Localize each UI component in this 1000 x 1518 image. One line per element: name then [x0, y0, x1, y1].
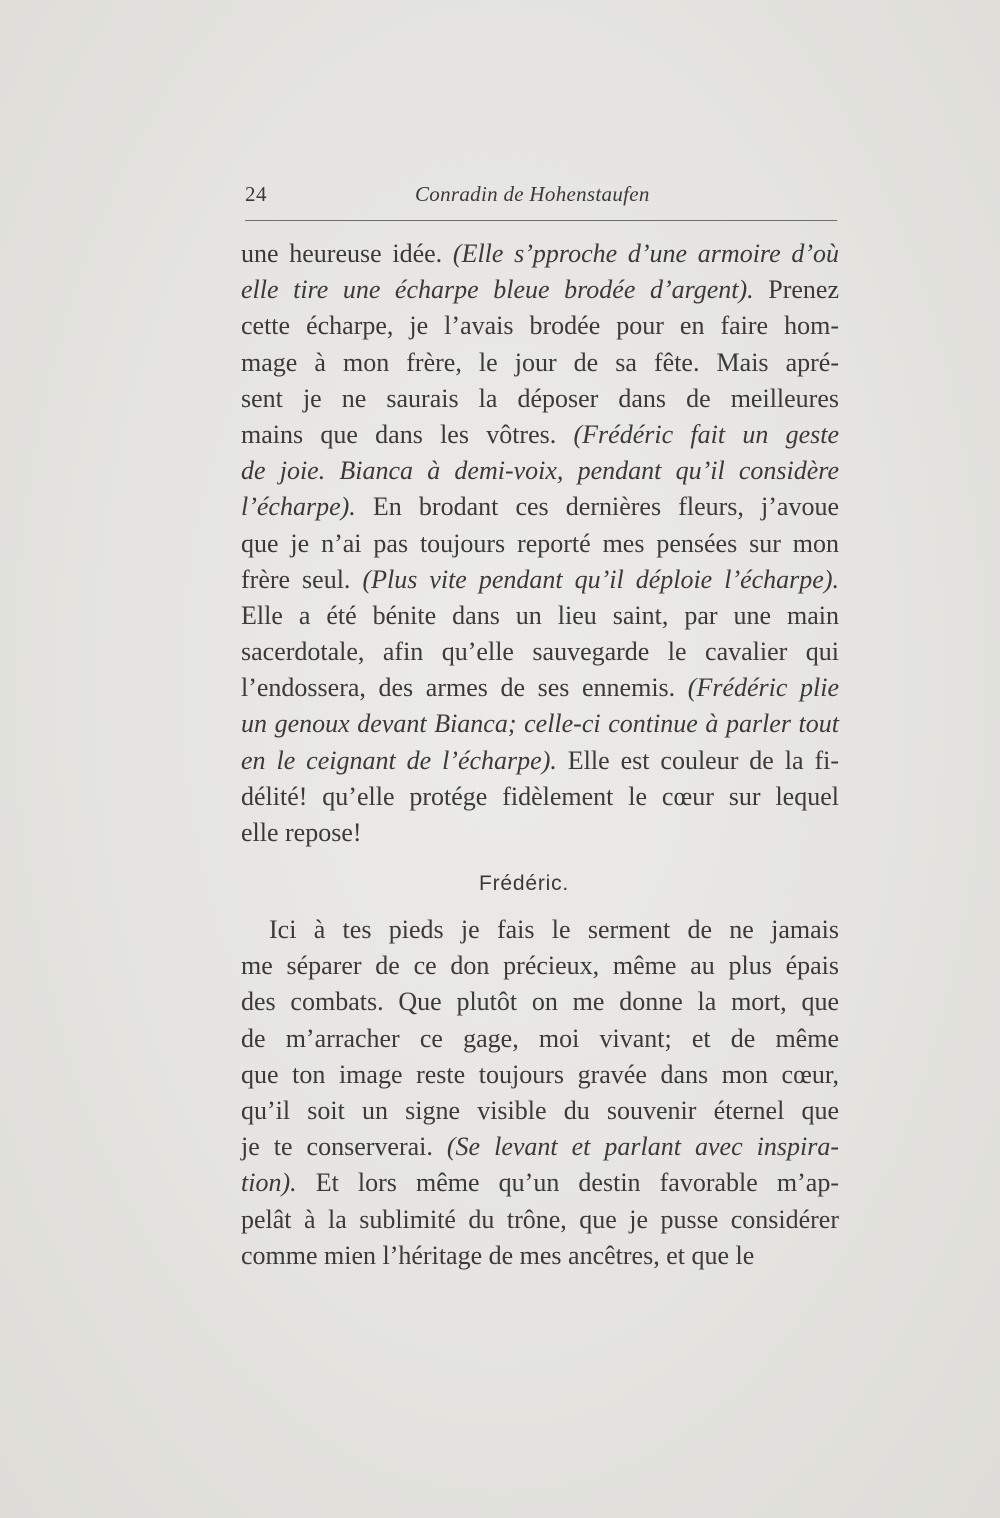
- running-header: [245, 182, 835, 218]
- dialogue-text: Prenez: [753, 275, 840, 305]
- stage-direction: en le ceignant de l’écharpe).: [241, 745, 557, 775]
- text-line: [241, 272, 839, 308]
- header-rule: [245, 220, 837, 221]
- dialogue-text: me séparer de ce don précieux, même au plus épais: [241, 951, 839, 981]
- dialogue-text: sacerdotale, afin qu’elle sauvegarde le cavalier qui: [241, 637, 839, 667]
- dialogue-text: Elle a été bénite dans un lieu saint, par une main: [241, 600, 839, 630]
- text-line: [241, 815, 839, 851]
- dialogue-text: mains que dans les vôtres.: [241, 419, 574, 449]
- text-line: [241, 417, 839, 453]
- dialogue-text: pelât à la sublimité du trône, que je pusse considérer: [241, 1204, 839, 1234]
- text-line: [241, 1057, 839, 1093]
- text-line: [241, 598, 839, 634]
- dialogue-text: l’endossera, des armes de ses ennemis.: [241, 673, 688, 703]
- stage-direction: de joie. Bianca à demi-voix, pendant qu’il considère: [241, 456, 839, 486]
- dialogue-text: frère seul.: [241, 564, 363, 594]
- speaker-name: Frédéric.: [479, 872, 570, 895]
- text-line: [241, 984, 839, 1020]
- dialogue-text: Elle est couleur de la fi-: [556, 745, 840, 775]
- stage-direction: (Plus vite pendant qu’il déploie l’écharpe).: [362, 564, 839, 594]
- page-number: 24: [245, 182, 267, 206]
- dialogue-text: qu’il soit un signe visible du souvenir éternel que: [241, 1095, 839, 1125]
- dialogue-text: je te conserverai.: [241, 1132, 447, 1162]
- stage-direction: un genoux devant Bianca; celle-ci continue à parler tout: [241, 709, 839, 739]
- text-line: [241, 912, 839, 948]
- text-line: [241, 489, 839, 525]
- dialogue-text: de m’arracher ce gage, moi vivant; et de même: [241, 1023, 839, 1053]
- text-line: [241, 562, 839, 598]
- dialogue-text: En brodant ces dernières fleurs, j’avoue: [355, 492, 839, 522]
- dialogue-text: elle repose!: [241, 818, 362, 847]
- text-line: [241, 526, 839, 562]
- text-line: [241, 381, 839, 417]
- text-line: [241, 779, 839, 815]
- stage-direction: tion).: [241, 1168, 297, 1198]
- dialogue-text: une heureuse idée.: [241, 239, 453, 268]
- text-line: [241, 308, 839, 344]
- text-line: [241, 1021, 839, 1057]
- text-line: [241, 1165, 839, 1201]
- text-line: [241, 1093, 839, 1129]
- stage-direction: l’écharpe).: [241, 492, 356, 522]
- passage-frederic: [241, 912, 839, 1274]
- dialogue-text: mage à mon frère, le jour de sa fête. Mais apré-: [241, 347, 839, 377]
- dialogue-text: comme mien l’héritage de mes ancêtres, et que le: [241, 1240, 755, 1270]
- passage-bianca: [241, 236, 839, 851]
- text-line: [241, 1129, 839, 1165]
- dialogue-text: des combats. Que plutôt on me donne la mort, que: [241, 987, 839, 1017]
- dialogue-text: que ton image reste toujours gravée dans mon cœur,: [241, 1059, 839, 1089]
- stage-direction: (Se levant et parlant avec inspira-: [446, 1132, 839, 1162]
- stage-direction: elle tire une écharpe bleue brodée d’argent).: [241, 275, 754, 305]
- dialogue-text: délité! qu’elle protége fidèlement le cœur sur lequel: [241, 781, 839, 811]
- text-line: [241, 948, 839, 984]
- text-line: [241, 743, 839, 779]
- dialogue-text: que je n’ai pas toujours reporté mes pensées sur mon: [241, 528, 839, 558]
- text-line: [241, 236, 839, 272]
- text-line: [241, 453, 839, 489]
- stage-direction: (Frédéric fait un geste: [573, 419, 839, 449]
- text-line: [241, 345, 839, 381]
- text-line: [241, 706, 839, 742]
- text-line: [241, 1238, 839, 1274]
- stage-direction: (Elle s’pproche d’une armoire d’où: [452, 239, 839, 268]
- dialogue-text: sent je ne saurais la déposer dans de meilleures: [241, 383, 839, 413]
- text-line: [241, 634, 839, 670]
- dialogue-text: Et lors même qu’un destin favorable m’ap-: [296, 1168, 839, 1198]
- dialogue-text: cette écharpe, je l’avais brodée pour en faire hom-: [241, 311, 839, 341]
- text-line: [241, 670, 839, 706]
- text-line: [241, 1202, 839, 1238]
- running-title: Conradin de Hohenstaufen: [415, 182, 650, 206]
- dialogue-text: Ici à tes pieds je fais le serment de ne jamais: [269, 915, 839, 944]
- stage-direction: (Frédéric plie: [687, 673, 840, 703]
